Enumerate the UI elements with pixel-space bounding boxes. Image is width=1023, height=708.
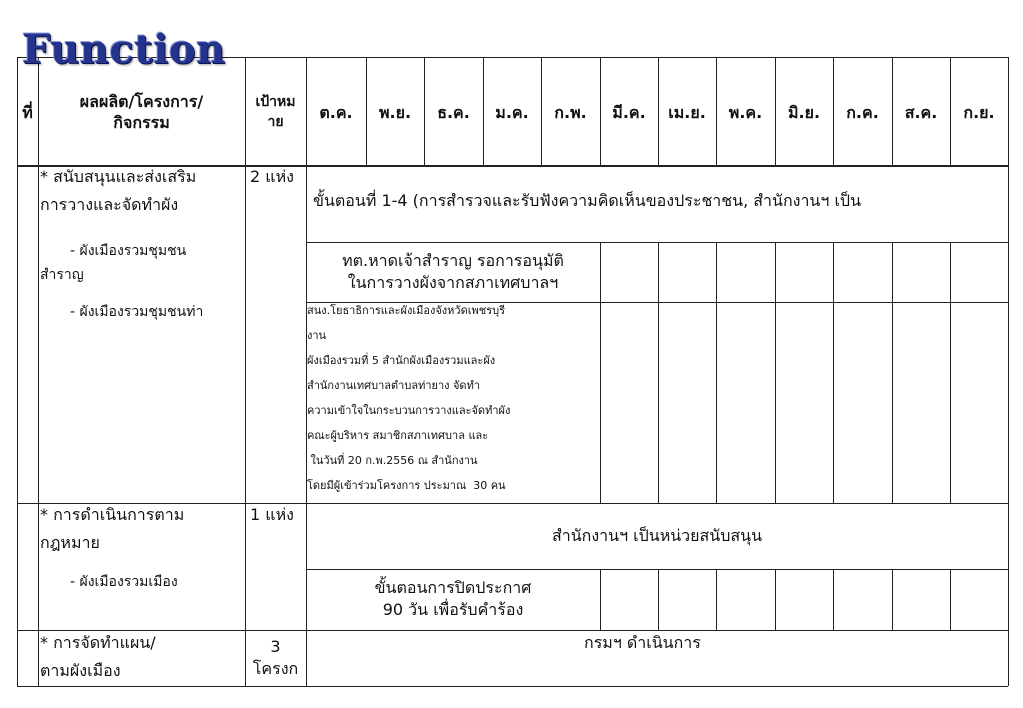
row1-span-text: ขั้นตอนที่ 1-4 (การสำรวจและรับฟังความคิดเห็นของประชาชน, สำนักงานฯ เป็น xyxy=(313,191,861,210)
note-line: สนง.โยธาธิการและผังเมืองจังหวัดเพชรบุรี xyxy=(307,304,506,317)
row4-item-line1: * การดำเนินการตาม xyxy=(40,505,185,524)
note-line: คณะผู้บริหาร สมาชิกสภาเทศบาล และ xyxy=(307,429,489,442)
row6-target-line2: โครงก xyxy=(252,659,299,678)
header-month: พ.ย. xyxy=(378,102,412,122)
grid-vline-month xyxy=(716,569,717,630)
row5-span xyxy=(306,569,600,629)
row4-target: 1 แห่ง xyxy=(250,505,294,524)
row2-sub-line2: สำราญ xyxy=(40,267,84,283)
grid-vline-month xyxy=(892,242,893,503)
row5-sub-line1: - ผังเมืองรวมเมือง xyxy=(70,574,178,590)
row1-item-line1: * สนับสนุนและส่งเสริม xyxy=(40,167,197,186)
header-target xyxy=(245,57,306,167)
grid-vline-month xyxy=(775,569,776,630)
header-no: ที่ xyxy=(22,102,33,122)
header-month: ก.ย. xyxy=(963,102,995,122)
grid-vline-month xyxy=(950,242,951,503)
header-month: ก.ค. xyxy=(846,102,879,122)
note-line: ความเข้าใจในกระบวนการวางและจัดทำผัง xyxy=(307,404,511,417)
row4-item-line2: กฎหมาย xyxy=(40,533,100,552)
row1-target: 2 แห่ง xyxy=(250,167,294,186)
header-product xyxy=(38,57,245,167)
header-month: ธ.ค. xyxy=(437,102,470,122)
row2-span xyxy=(306,242,600,302)
grid-hline-r6 xyxy=(17,630,1008,631)
page-title: Function xyxy=(22,26,226,73)
row2-span-line2: ในการวางผังจากสภาเทศบาลฯ xyxy=(347,273,559,292)
header-month: มี.ค. xyxy=(612,102,646,122)
header-month: พ.ค. xyxy=(728,102,763,122)
grid-vline-month xyxy=(600,242,601,503)
row6-target-line1: 3 xyxy=(270,637,281,656)
row4-span: สำนักงานฯ เป็นหน่วยสนับสนุน xyxy=(551,526,763,545)
note-line: ผังเมืองรวมที่ 5 สำนักผังเมืองรวมและผัง xyxy=(307,354,496,367)
header-target-line2: าย xyxy=(267,114,284,130)
grid-hline-bottom xyxy=(17,686,1008,687)
grid-vline-month xyxy=(950,569,951,630)
header-month: ต.ค. xyxy=(319,102,353,122)
grid-vline-month xyxy=(716,242,717,503)
row6-item-line2: ตามผังเมือง xyxy=(40,661,121,680)
note-line: โดยมีผู้เข้าร่วมโครงการ ประมาณ 30 คน xyxy=(307,479,506,492)
row6-target xyxy=(245,630,306,686)
grid-vline-month xyxy=(658,569,659,630)
row5-span-line1: ขั้นตอนการปิดประกาศ xyxy=(374,578,532,597)
grid-vline-month xyxy=(833,569,834,630)
row6-span-text: กรมฯ ดำเนินการ xyxy=(584,633,701,652)
header-product-line2: กิจกรรม xyxy=(113,113,170,132)
grid-vline-month xyxy=(658,242,659,503)
grid-vline-month xyxy=(892,569,893,630)
row5-span-line2: 90 วัน เพื่อรับคำร้อง xyxy=(382,600,524,619)
row1-item-line2: การวางและจัดทำผัง xyxy=(40,195,179,214)
header-month: ส.ค. xyxy=(904,102,938,122)
grid-vline-right xyxy=(1008,57,1009,686)
note-line: ในวันที่ 20 ก.พ.2556 ณ สำนักงาน xyxy=(307,454,478,467)
row2-span-line1: ทต.หาดเจ้าสำราญ รอการอนุมัติ xyxy=(342,251,564,270)
header-target-line1: เป้าหม xyxy=(255,94,296,110)
row2-sub-line1: - ผังเมืองรวมชุมชน xyxy=(70,243,187,259)
row6-item-line1: * การจัดทำแผน/ xyxy=(40,633,156,652)
header-month: ม.ค. xyxy=(495,102,529,122)
header-month: ก.พ. xyxy=(554,102,587,122)
header-month: เม.ย. xyxy=(668,102,706,122)
grid-vline-month xyxy=(833,242,834,503)
note-line: งาน xyxy=(307,329,327,342)
grid-vline-month xyxy=(775,242,776,503)
grid-vline-month xyxy=(600,569,601,630)
header-month: มิ.ย. xyxy=(787,102,821,122)
header-product-line1: ผลผลิต/โครงการ/ xyxy=(79,92,204,111)
row3-notes xyxy=(307,302,599,502)
row3-sub-line1: - ผังเมืองรวมชุมชนท่า xyxy=(70,304,204,320)
note-line: สำนักงานเทศบาลตำบลท่ายาง จัดทำ xyxy=(307,379,481,392)
